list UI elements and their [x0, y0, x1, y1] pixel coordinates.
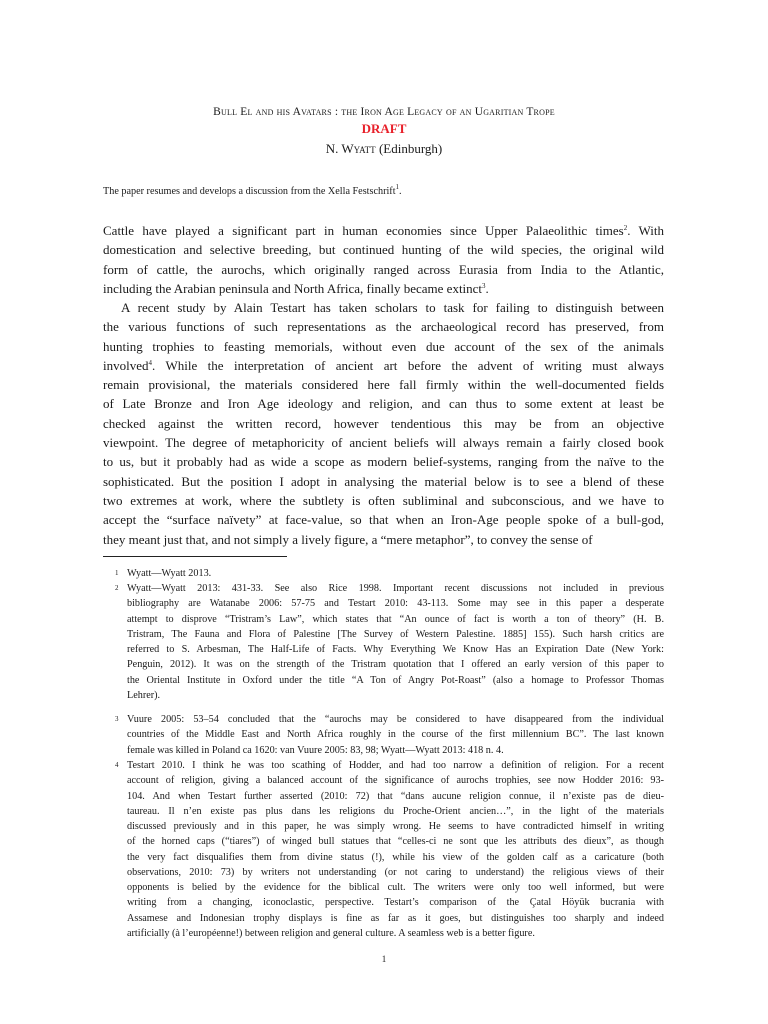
footnote-line: countries of the Middle East and North Africa roughly in the course of the first millennium BC”. The last known [127, 729, 664, 741]
line-text: . [485, 280, 489, 296]
line-text: accept the “surface naïvety” at face-value, so that when an Iron-Age people spoke of a bull-god, [103, 512, 664, 528]
line-text: hunting trophies to feasting memorials, without even due account of the sex of the animals [103, 338, 664, 354]
footnote-line: artificially (à l’européenne!) between religion and general culture. A seamless web is a better figure. [127, 927, 535, 939]
footnote-text [127, 712, 664, 758]
footnote-line: writing from a changing, iconoclastic, perspective. Testart’s comparison of the Çatal Höyük bucrania with [127, 897, 664, 909]
line-text: they meant just that, and not simply a lively figure, a “mere metaphor”, to convey the sense of [103, 531, 593, 547]
footnote-number: 4 [115, 761, 119, 769]
footnote-ref: 1 [395, 183, 400, 191]
text-line [103, 375, 664, 394]
footnote-ref: 2 [623, 224, 628, 232]
text-line [103, 356, 664, 375]
footnote-text [127, 581, 664, 703]
line-text: domestication and selective breeding, but continued hunting of the wild species, the original wild [103, 242, 664, 258]
line-text: involved [103, 357, 149, 373]
footnote-line: the very fact disqualifies them from divine status (!), while his view of the golden calf as a caricature (both [127, 851, 664, 863]
footnote-text [127, 758, 664, 941]
line-text: form of cattle, the aurochs, which originally ranged across Eurasia from India to the Atlantic, [103, 261, 664, 277]
line-text: remain provisional, the materials considered here fall firmly within the well-documented fields [103, 377, 664, 393]
footnote-number: 2 [115, 584, 119, 592]
footnote-line: taureau. Il n’en existe pas plus dans les religions du Proche-Orient ancien…”, in the light of the materials [127, 805, 664, 817]
text-line [103, 337, 664, 356]
footnote-number: 3 [115, 715, 119, 723]
line-text: of Late Bronze and Iron Age ideology and religion, and can thus to some extent at least be [103, 396, 664, 412]
text-line [103, 317, 664, 336]
footnote-line: bibliography are Watanabe 2006: 57-75 and Testart 2010: 43-113. Some may see in this paper a desperate [127, 598, 664, 610]
line-text: including the Arabian peninsula and North Africa, finally became extinct [103, 280, 483, 296]
footnote-line: Penguin, 2012). It was on the strength of the Tristram quotation that I offered an early version of this paper to [127, 659, 664, 671]
text-line [103, 240, 664, 259]
text-line [103, 510, 664, 529]
draft-label: DRAFT [361, 121, 407, 136]
footnote-line: Testart 2010. I think he was too scathing of Hodder, and had too narrow a definition of religion. For a recent [127, 760, 664, 771]
intro-end: . [399, 186, 402, 197]
author-name: N. Wyatt [325, 141, 376, 156]
text-line [103, 530, 664, 549]
footnote-number: 1 [115, 569, 119, 577]
line-text: checked against the written record, however tendentious this may be from an objective [103, 415, 664, 431]
text-line [103, 221, 664, 240]
footnote-line: account of religion, giving a balanced account of the significance of aurochs trophies, see now Hodder 2016: 93- [127, 775, 664, 787]
intro-note [103, 183, 673, 197]
text-line [103, 394, 664, 413]
footnote-line: Vuure 2005: 53–54 concluded that the “aurochs may be considered to have disappeared from the individual [127, 714, 664, 725]
author-line [0, 141, 768, 157]
footnote-line: Lehrer). [127, 689, 161, 701]
footnote-ref: 4 [148, 358, 152, 367]
footnote-line: attempt to disprove “Tristram’s Law”, which states that “An ounce of fact is worth a ton of theory” (H. B. [127, 613, 664, 625]
footnote-line: observations, 2010: 73) by writers not understanding (or not caring to understand) the religious views of their [127, 866, 664, 878]
footnote-text [127, 566, 664, 581]
footnote-line: discussed previously and in this paper, he was simply wrong. He seems to have contradicted himself in writing [127, 821, 664, 832]
footnote-line: female was killed in Poland ca 1620: van Vuure 2005: 83, 98; Wyatt—Wyatt 2013: 418 n. 4. [127, 744, 504, 756]
line-text: two extremes at work, where the subtlety is often subliminal and subconscious, and we have to [103, 492, 664, 508]
footnote-line: of the horned caps (“tiares”) of winged bull statues that “celles-ci ne sont que les attributs des dieux”, as though [127, 836, 664, 848]
paper-title: Bull El and his Avatars : the Iron Age Legacy of an Ugaritian Trope [213, 106, 555, 118]
footnote-ref: 3 [482, 281, 486, 290]
line-text: to us, but it probably had as wide a scope as modern belief-systems, ranging from the naïve to the [103, 454, 664, 470]
line-text: viewpoint. The degree of metaphoricity of ancient beliefs will always remain a fairly closed book [103, 435, 664, 451]
text-line [103, 491, 664, 510]
footnote-line: the Oriental Institute in Oxford under the title “A Ton of Angry Pot-Roast” (also a homage to Professor Thomas [127, 674, 664, 686]
line-text: the various functions of such representations as the archaeological record has preserved, from [103, 319, 664, 335]
line-text: . With [627, 223, 664, 238]
text-line [103, 260, 664, 279]
footnote-line: 104. And when Testart further asserted (2010: 72) that “dans aucune religion connue, il n’existe pas de dieu- [127, 790, 664, 802]
footnote-line: Tristram, The Fauna and Flora of Palestine [The Survey of Western Palestine. 1885] 155). Such harsh critics are [127, 628, 664, 640]
line-text: . While the interpretation of ancient art before the advent of writing must always [152, 357, 664, 373]
footnote-separator [103, 556, 287, 557]
text-line [103, 433, 664, 452]
body-paragraph-1 [103, 221, 664, 298]
text-line [103, 279, 664, 298]
intro-text: The paper resumes and develops a discussion from the Xella Festschrift [103, 186, 396, 197]
text-line [103, 298, 664, 317]
footnote-line: Wyatt—Wyatt 2013: 431-33. See also Rice 1998. Important recent discussions not included in previous [127, 583, 664, 594]
line-text: sophisticated. But the position I adopt in analysing the material below is to see a blend of these [103, 473, 664, 489]
footnote-line: Wyatt—Wyatt 2013. [127, 568, 212, 579]
footnote-line: referred to S. Arbesman, The Half-Life of Facts. Why Everything We Know Has an Expiration Date (New York: [127, 644, 664, 655]
line-text: A recent study by Alain Testart has taken scholars to task for failing to distinguish between [121, 300, 664, 315]
footnote-line: opponents is belied by the evidence for the biblical cult. The writers were only too well informed, but were [127, 882, 664, 893]
body-paragraph-2 [103, 298, 664, 549]
page-number: 1 [381, 954, 387, 964]
text-line [103, 452, 664, 471]
line-text: Cattle have played a significant part in human economies since Upper Palaeolithic times [103, 223, 624, 238]
footnote-line: Assamese and Indonesian trophy displays is fine as far as it goes, but distinguishes too sharply and indeed [127, 912, 664, 924]
author-affiliation: (Edinburgh) [375, 141, 443, 156]
text-line [103, 472, 664, 491]
text-line [103, 414, 664, 433]
